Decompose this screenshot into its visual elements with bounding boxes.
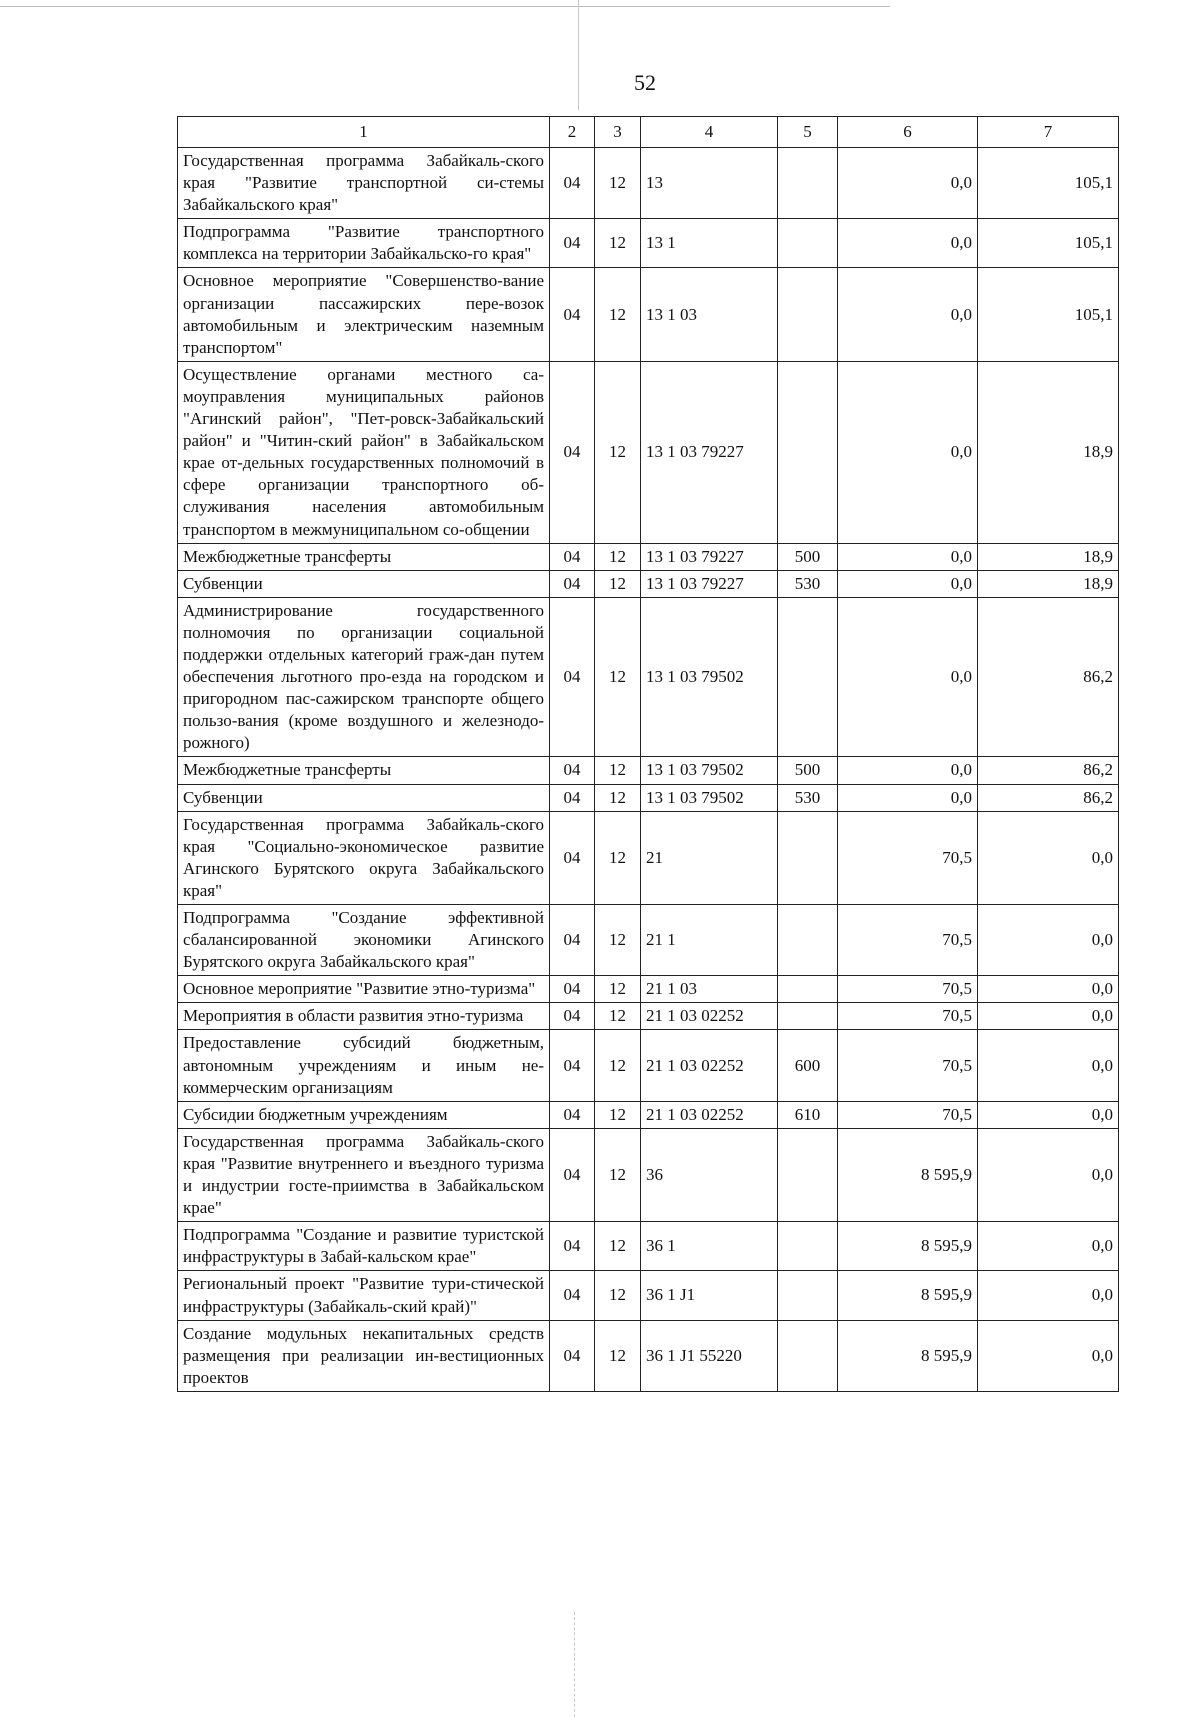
table-row — [178, 219, 1119, 268]
table-row — [178, 1030, 1119, 1101]
section-code: 04 — [550, 757, 595, 784]
amount-column-7: 18,9 — [978, 361, 1119, 543]
subsection-code: 12 — [595, 757, 641, 784]
section-code: 04 — [550, 543, 595, 570]
target-article-code: 36 — [641, 1128, 778, 1221]
amount-column-6: 8 595,9 — [838, 1222, 978, 1271]
target-article-code: 21 1 03 02252 — [641, 1101, 778, 1128]
section-code: 04 — [550, 597, 595, 757]
section-code: 04 — [550, 361, 595, 543]
subsection-code: 12 — [595, 543, 641, 570]
column-header: 2 — [550, 117, 595, 148]
expense-type-code — [778, 361, 838, 543]
expense-type-code: 500 — [778, 543, 838, 570]
amount-column-6: 0,0 — [838, 570, 978, 597]
table-row — [178, 543, 1119, 570]
subsection-code: 12 — [595, 361, 641, 543]
section-code: 04 — [550, 1271, 595, 1320]
target-article-code: 36 1 — [641, 1222, 778, 1271]
amount-column-6: 0,0 — [838, 148, 978, 219]
amount-column-7: 0,0 — [978, 811, 1119, 904]
amount-column-6: 0,0 — [838, 219, 978, 268]
table-row — [178, 905, 1119, 976]
row-description: Мероприятия в области развития этно-туризма — [178, 1003, 550, 1030]
table-row — [178, 361, 1119, 543]
subsection-code: 12 — [595, 1128, 641, 1221]
target-article-code: 13 1 03 79502 — [641, 597, 778, 757]
table-row — [178, 570, 1119, 597]
amount-column-7: 18,9 — [978, 543, 1119, 570]
row-description: Региональный проект "Развитие тури-стической инфраструктуры (Забайкаль-ский край)" — [178, 1271, 550, 1320]
table-row — [178, 784, 1119, 811]
target-article-code: 13 1 03 — [641, 268, 778, 361]
table-row — [178, 268, 1119, 361]
table-row — [178, 757, 1119, 784]
section-code: 04 — [550, 1222, 595, 1271]
expense-type-code — [778, 905, 838, 976]
section-code: 04 — [550, 1320, 595, 1391]
amount-column-6: 8 595,9 — [838, 1271, 978, 1320]
table-header-row — [178, 117, 1119, 148]
section-code: 04 — [550, 570, 595, 597]
amount-column-7: 18,9 — [978, 570, 1119, 597]
table-row — [178, 1320, 1119, 1391]
table-body — [178, 148, 1119, 1392]
expense-type-code — [778, 268, 838, 361]
target-article-code: 36 1 J1 — [641, 1271, 778, 1320]
subsection-code: 12 — [595, 148, 641, 219]
row-description: Создание модульных некапитальных средств размещения при реализации ин-вестиционных проектов — [178, 1320, 550, 1391]
target-article-code: 21 1 03 02252 — [641, 1003, 778, 1030]
expense-type-code: 500 — [778, 757, 838, 784]
amount-column-6: 0,0 — [838, 543, 978, 570]
subsection-code: 12 — [595, 1003, 641, 1030]
amount-column-7: 86,2 — [978, 597, 1119, 757]
row-description: Государственная программа Забайкаль-ского края "Социально-экономическое развитие Агинского Бурятского округа Забайкальского края" — [178, 811, 550, 904]
subsection-code: 12 — [595, 1271, 641, 1320]
amount-column-6: 70,5 — [838, 1030, 978, 1101]
page-number: 52 — [634, 70, 656, 95]
column-header: 1 — [178, 117, 550, 148]
row-description: Субсидии бюджетным учреждениям — [178, 1101, 550, 1128]
expense-type-code — [778, 1320, 838, 1391]
expense-type-code: 610 — [778, 1101, 838, 1128]
column-header: 3 — [595, 117, 641, 148]
target-article-code: 13 1 03 79227 — [641, 570, 778, 597]
subsection-code: 12 — [595, 219, 641, 268]
amount-column-6: 70,5 — [838, 976, 978, 1003]
subsection-code: 12 — [595, 905, 641, 976]
section-code: 04 — [550, 976, 595, 1003]
expense-type-code: 530 — [778, 784, 838, 811]
expense-type-code — [778, 1003, 838, 1030]
amount-column-6: 0,0 — [838, 784, 978, 811]
expense-type-code: 600 — [778, 1030, 838, 1101]
target-article-code: 21 1 03 — [641, 976, 778, 1003]
expense-type-code — [778, 811, 838, 904]
amount-column-6: 70,5 — [838, 811, 978, 904]
amount-column-7: 0,0 — [978, 1030, 1119, 1101]
column-header: 4 — [641, 117, 778, 148]
row-description: Основное мероприятие "Развитие этно-туризма" — [178, 976, 550, 1003]
amount-column-7: 0,0 — [978, 1101, 1119, 1128]
amount-column-6: 0,0 — [838, 268, 978, 361]
subsection-code: 12 — [595, 811, 641, 904]
row-description: Подпрограмма "Создание эффективной сбалансированной экономики Агинского Бурятского округа Забайкальского края" — [178, 905, 550, 976]
subsection-code: 12 — [595, 976, 641, 1003]
amount-column-6: 70,5 — [838, 905, 978, 976]
target-article-code: 13 1 03 79502 — [641, 757, 778, 784]
subsection-code: 12 — [595, 597, 641, 757]
expense-type-code: 530 — [778, 570, 838, 597]
target-article-code: 13 1 03 79502 — [641, 784, 778, 811]
amount-column-7: 105,1 — [978, 148, 1119, 219]
table-row — [178, 811, 1119, 904]
column-header: 7 — [978, 117, 1119, 148]
scan-fold-line-bottom — [574, 1612, 575, 1717]
scan-top-rule — [0, 6, 890, 7]
table-row — [178, 148, 1119, 219]
section-code: 04 — [550, 1101, 595, 1128]
subsection-code: 12 — [595, 268, 641, 361]
section-code: 04 — [550, 1128, 595, 1221]
target-article-code: 21 1 — [641, 905, 778, 976]
section-code: 04 — [550, 268, 595, 361]
target-article-code: 13 1 — [641, 219, 778, 268]
expense-type-code — [778, 1128, 838, 1221]
table-row — [178, 1271, 1119, 1320]
row-description: Государственная программа Забайкаль-ского края "Развитие транспортной си-стемы Забайкальского края" — [178, 148, 550, 219]
row-description: Администрирование государственного полномочия по организации социальной поддержки отдельных категорий граж-дан путем обеспечения льготного про-езда на городском и пригородном пас-сажирском транспорте общего пользо-вания (кроме воздушного и железнодо-рожного) — [178, 597, 550, 757]
amount-column-7: 86,2 — [978, 784, 1119, 811]
expense-type-code — [778, 1271, 838, 1320]
row-description: Государственная программа Забайкаль-ского края "Развитие внутреннего и въездного туризма и индустрии госте-приимства в Забайкальском крае" — [178, 1128, 550, 1221]
column-header: 6 — [838, 117, 978, 148]
section-code: 04 — [550, 905, 595, 976]
expense-type-code — [778, 976, 838, 1003]
table-row — [178, 597, 1119, 757]
amount-column-7: 0,0 — [978, 1271, 1119, 1320]
amount-column-6: 70,5 — [838, 1101, 978, 1128]
section-code: 04 — [550, 1030, 595, 1101]
row-description: Субвенции — [178, 784, 550, 811]
table-row — [178, 976, 1119, 1003]
row-description: Основное мероприятие "Совершенство-вание организации пассажирских пере-возок автомобильным и электрическим наземным транспортом" — [178, 268, 550, 361]
amount-column-6: 8 595,9 — [838, 1128, 978, 1221]
section-code: 04 — [550, 784, 595, 811]
row-description: Подпрограмма "Развитие транспортного комплекса на территории Забайкальско-го края" — [178, 219, 550, 268]
table-row — [178, 1222, 1119, 1271]
amount-column-7: 0,0 — [978, 976, 1119, 1003]
amount-column-7: 86,2 — [978, 757, 1119, 784]
row-description: Предоставление субсидий бюджетным, автономным учреждениям и иным не-коммерческим организациям — [178, 1030, 550, 1101]
table-row — [178, 1128, 1119, 1221]
expense-type-code — [778, 1222, 838, 1271]
subsection-code: 12 — [595, 1101, 641, 1128]
row-description: Межбюджетные трансферты — [178, 757, 550, 784]
row-description: Межбюджетные трансферты — [178, 543, 550, 570]
expense-type-code — [778, 148, 838, 219]
target-article-code: 21 1 03 02252 — [641, 1030, 778, 1101]
amount-column-7: 0,0 — [978, 1320, 1119, 1391]
amount-column-7: 0,0 — [978, 1222, 1119, 1271]
section-code: 04 — [550, 1003, 595, 1030]
expense-type-code — [778, 597, 838, 757]
amount-column-6: 0,0 — [838, 597, 978, 757]
amount-column-7: 0,0 — [978, 1003, 1119, 1030]
section-code: 04 — [550, 148, 595, 219]
subsection-code: 12 — [595, 1222, 641, 1271]
amount-column-7: 105,1 — [978, 219, 1119, 268]
scan-fold-line-top — [578, 0, 579, 110]
subsection-code: 12 — [595, 570, 641, 597]
amount-column-7: 0,0 — [978, 905, 1119, 976]
target-article-code: 36 1 J1 55220 — [641, 1320, 778, 1391]
column-header: 5 — [778, 117, 838, 148]
amount-column-6: 8 595,9 — [838, 1320, 978, 1391]
row-description: Подпрограмма "Создание и развитие туристской инфраструктуры в Забай-кальском крае" — [178, 1222, 550, 1271]
section-code: 04 — [550, 811, 595, 904]
expense-type-code — [778, 219, 838, 268]
target-article-code: 13 1 03 79227 — [641, 361, 778, 543]
table-row — [178, 1101, 1119, 1128]
budget-table — [177, 116, 1119, 1392]
amount-column-6: 0,0 — [838, 757, 978, 784]
target-article-code: 13 — [641, 148, 778, 219]
row-description: Осуществление органами местного са-моуправления муниципальных районов "Агинский район", "Пет-ровск-Забайкальский район" и "Читин-ский район" в Забайкальском крае от-дельных государственных полномочий в сфере организации транспортного об-служивания населения автомобильным транспортом в межмуниципальном со-общении — [178, 361, 550, 543]
section-code: 04 — [550, 219, 595, 268]
target-article-code: 13 1 03 79227 — [641, 543, 778, 570]
subsection-code: 12 — [595, 784, 641, 811]
table-row — [178, 1003, 1119, 1030]
amount-column-6: 0,0 — [838, 361, 978, 543]
subsection-code: 12 — [595, 1320, 641, 1391]
target-article-code: 21 — [641, 811, 778, 904]
subsection-code: 12 — [595, 1030, 641, 1101]
amount-column-6: 70,5 — [838, 1003, 978, 1030]
amount-column-7: 0,0 — [978, 1128, 1119, 1221]
row-description: Субвенции — [178, 570, 550, 597]
amount-column-7: 105,1 — [978, 268, 1119, 361]
